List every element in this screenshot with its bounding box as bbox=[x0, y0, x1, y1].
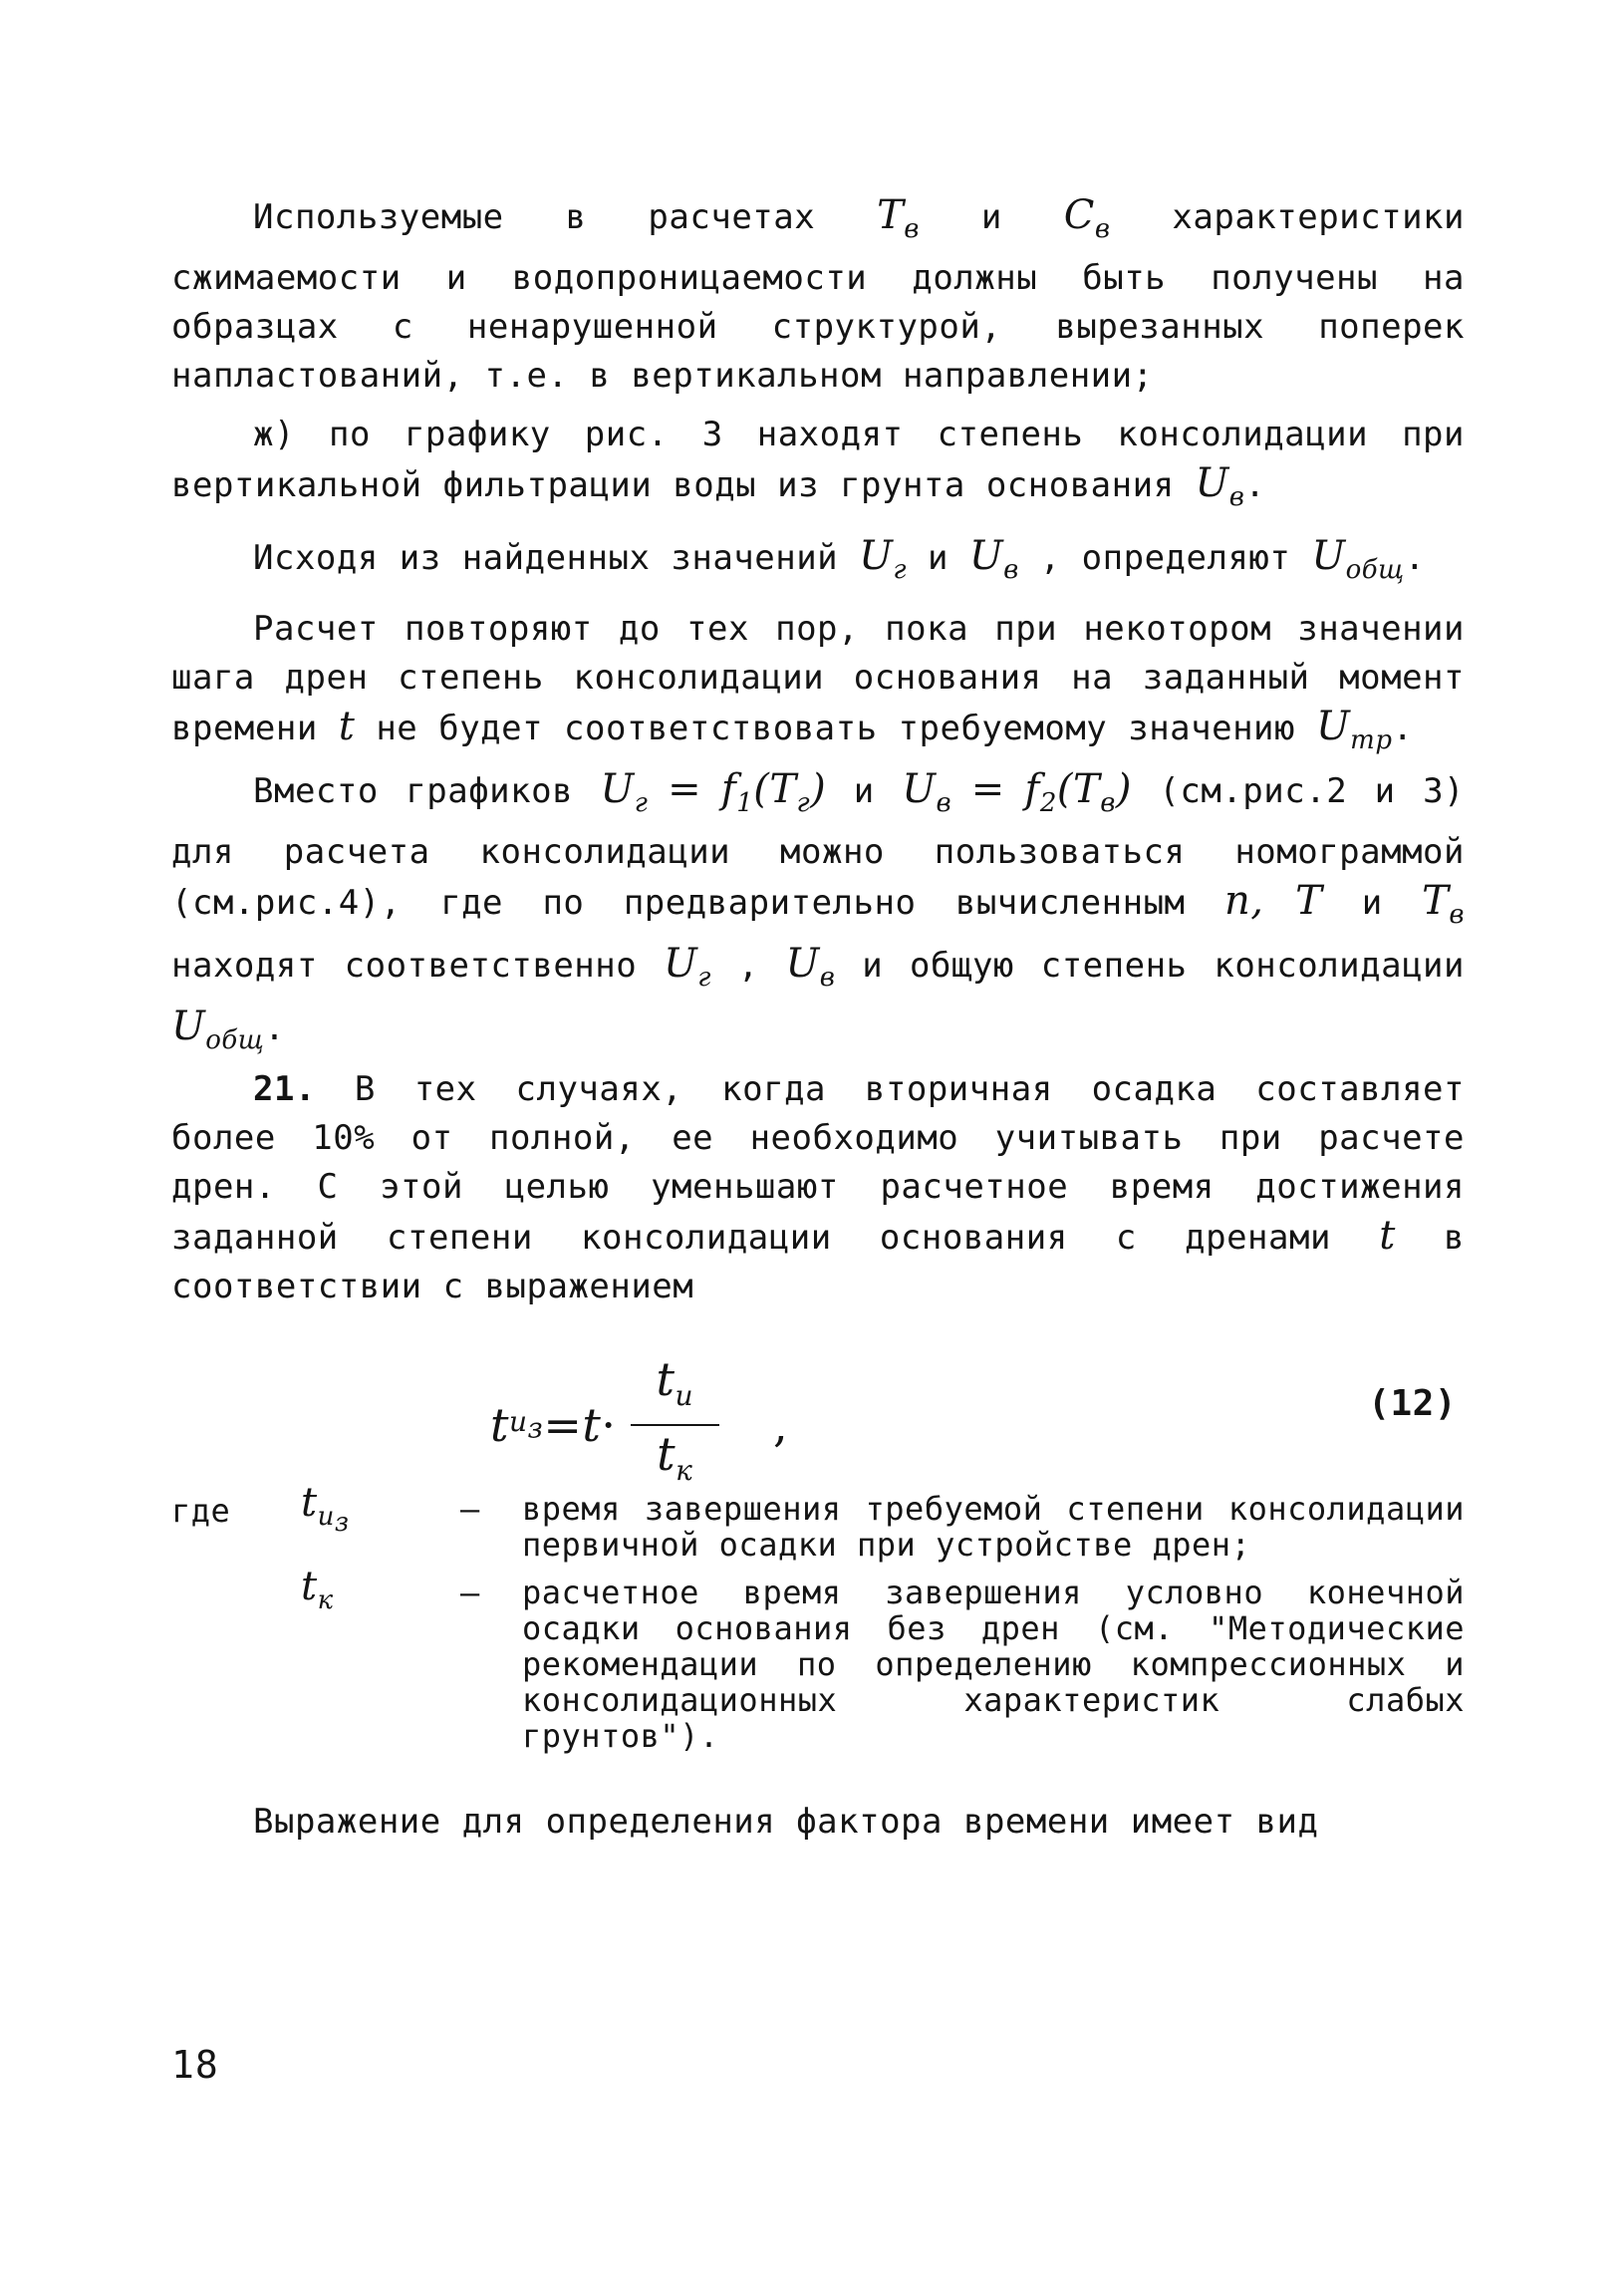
symbol-tv-2: $Т_в$ bbox=[1422, 878, 1465, 930]
symbol-tk: $t_к$ bbox=[301, 1564, 334, 1615]
formula-ur-function: $U_г = f_1(Т_г)$ bbox=[600, 766, 827, 818]
formula-uv-function: $U_в = f_2(Т_в)$ bbox=[902, 766, 1132, 818]
paragraph-general-degree: Исходя из найденных значений $U_г$ и $U_в$ , определяют $U_{общ}$. bbox=[253, 533, 1426, 585]
symbol-ur-2: $U_г$ bbox=[664, 941, 711, 993]
symbol-ur: $U_г$ bbox=[859, 533, 907, 585]
equation-12 bbox=[171, 1321, 1465, 1488]
symbol-tuz: $t_{u_з}$ bbox=[301, 1480, 350, 1539]
definition-text: время завершения требуемой степени консолидации первичной осадки при устройстве дрен; bbox=[522, 1490, 1465, 1564]
paragraph-repeat-calculation: Расчет повторяют до тех пор, пока при некотором значении шага дрен степень консолидации основания на заданный момент времени t не будет соответствовать требуемому значению $U_{тр}$. bbox=[171, 609, 1465, 755]
symbol-uobsh-2: $U_{общ}$ bbox=[171, 1004, 265, 1055]
clause-number: 21. bbox=[253, 1069, 316, 1109]
text-column bbox=[171, 191, 1465, 1847]
definition-tk: $t_к$ – расчетное время завершения условно конечной осадки основания без дрен (см. "Методические рекомендации по определению компрессионных и консолидационных характеристик слабых грунтов"). bbox=[301, 1564, 1465, 1755]
symbol-n-t: n, Т bbox=[1223, 878, 1323, 924]
paragraph-nomogram: Вместо графиков $U_г = f_1(Т_г)$ и $U_в = f_2(Т_в)$ (см.рис.2 и 3) для расчета консолидации можно пользоваться номограммой (см.рис.4), где по предварительно вычисленным n, Т и $Т_в$ находят соответственно $U_г$ , $U_в$ и общую степень консолидации $U_{общ}$. bbox=[171, 766, 1466, 1055]
symbol-t: t bbox=[338, 704, 356, 749]
definition-tuz: где $t_{u_з}$ – время завершения требуемой степени консолидации первичной осадки при устройстве дрен; bbox=[171, 1480, 1465, 1564]
page-number: 18 bbox=[171, 2043, 219, 2087]
symbol-uv-3: $U_в$ bbox=[785, 941, 836, 993]
symbol-uobsh: $U_{общ}$ bbox=[1311, 533, 1405, 585]
symbol-uv-2: $U_в$ bbox=[968, 533, 1019, 585]
symbol-utr: $U_{тр}$ bbox=[1315, 704, 1393, 755]
paragraph-21: 21. В тех случаях, когда вторичная осадка составляет более 10% от полной, ее необходимо учитывать при расчете дрен. С этой целью уменьшают расчетное время достижения заданной степени консолидации основания с дренами t в соответствии с выражением bbox=[171, 1069, 1465, 1306]
paragraph-compressibility-characteristics: Используемые в расчетах $Т_в$ и $С_в$ характеристики сжимаемости и водопроницаемости должны быть получены на образцах с ненарушенной структурой, вырезанных поперек напластований, т.е. в вертикальном направлении; bbox=[171, 192, 1465, 396]
definitions-list bbox=[171, 1480, 1465, 1755]
equation-expression: t $u_з$ = t · $\frac{t_u}{t_к}$ , bbox=[490, 1351, 788, 1499]
symbol-t-2: t bbox=[1379, 1213, 1396, 1259]
equation-number: (12) bbox=[1368, 1383, 1457, 1424]
definition-text: расчетное время завершения условно конечной осадки основания без дрен (см. "Методические рекомендации по определению компрессионных и консолидационных характеристик слабых грунтов"). bbox=[522, 1574, 1465, 1755]
where-label: где bbox=[171, 1492, 231, 1530]
symbol-tv: $Т_в$ bbox=[877, 192, 920, 244]
symbol-cv: $С_в$ bbox=[1063, 192, 1111, 244]
equation-fraction: $\frac{t_u}{t_к}$ bbox=[631, 1351, 720, 1499]
paragraph-item-zh: ж) по графику рис. 3 находят степень консолидации при вертикальной фильтрации воды из грунта основания $U_в$. bbox=[171, 415, 1465, 512]
symbol-uv: $U_в$ bbox=[1195, 460, 1245, 512]
paragraph-time-factor: Выражение для определения фактора времени имеет вид bbox=[253, 1802, 1319, 1842]
